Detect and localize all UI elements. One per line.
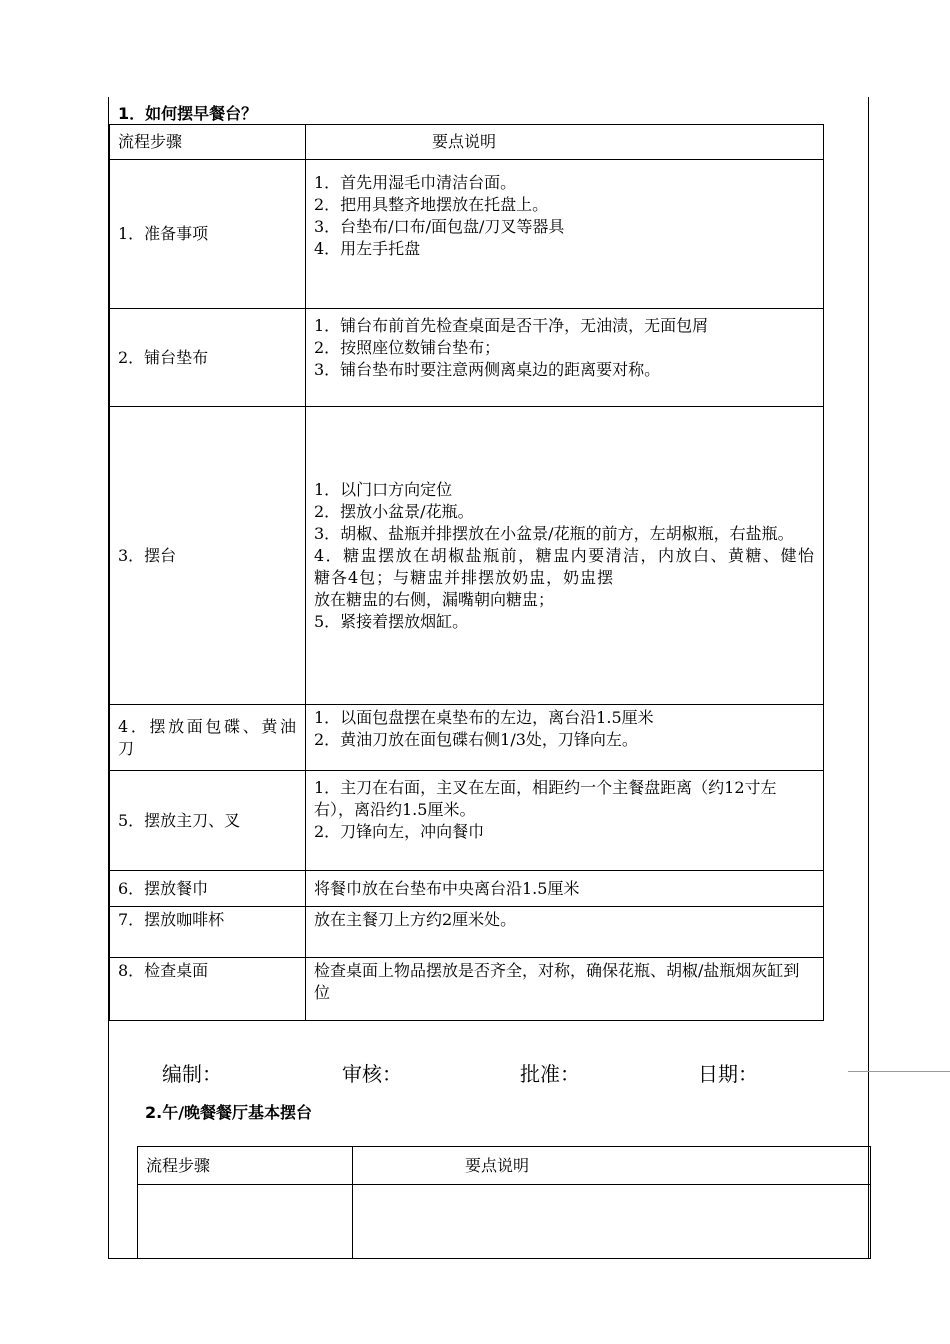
point-line: 5．紧接着摆放烟缸。 [314,611,469,631]
point-line: 1．以面包盘摆在桌垫布的左边，离台沿1.5厘米 [314,708,654,727]
signature-approved: 批准： [520,1062,580,1086]
table-row [110,871,824,907]
points-cell [306,771,824,871]
point-line: 1．主刀在右面，主叉在左面，相距约一个主餐盘距离（约12寸左右），离沿约1.5厘米。 [314,778,777,819]
step-cell: 1．准备事项 [110,160,306,309]
table-row [110,907,824,958]
step-cell: 2．铺台垫布 [110,309,306,407]
point-line: 2．刀锋向左，冲向餐巾 [314,822,485,841]
signature-date: 日期： [698,1062,758,1086]
point-line: 4．糖盅摆放在胡椒盐瓶前，糖盅内要清洁，内放白、黄糖、健怡糖各4包；与糖盅并排摆放奶盅，奶盅摆 [314,545,815,587]
table-row [110,705,824,771]
page-border-right [868,97,869,1259]
points-cell: 检查桌面上物品摆放是否齐全，对称，确保花瓶、胡椒/盐瓶烟灰缸到位 [306,958,824,1021]
points-cell [306,309,824,407]
table-header-row [110,125,824,160]
points-cell: 放在主餐刀上方约2厘米处。 [306,907,824,958]
point-line: 2．黄油刀放在面包碟右侧1/3处，刀锋向左。 [314,730,638,749]
point-line: 1．以门口方向定位 [314,479,453,499]
margin-mark [848,1071,950,1072]
header-points: 要点说明 [353,1147,871,1185]
signature-prepared: 编制： [162,1062,222,1086]
step-cell: 4．摆放面包碟、黄油刀 [110,705,306,771]
points-cell [306,705,824,771]
header-step: 流程步骤 [110,125,306,160]
table-row [138,1185,871,1259]
point-line: 3．台垫布/口布/面包盘/刀叉等器具 [314,217,565,236]
table-row [110,958,824,1021]
point-line: 2．按照座位数铺台垫布； [314,338,501,357]
step-cell: 5．摆放主刀、叉 [110,771,306,871]
table-row [110,771,824,871]
step-cell: 3．摆台 [110,407,306,705]
points-cell [306,160,824,309]
point-line: 1．首先用湿毛巾清洁台面。 [314,173,517,192]
step-cell: 7．摆放咖啡杯 [110,907,306,958]
point-line: 3．铺台垫布时要注意两侧离桌边的距离要对称。 [314,360,661,379]
points-cell [306,407,824,705]
breakfast-setup-table [109,124,824,1021]
section1-title: 1．如何摆早餐台？ [118,104,258,123]
step-cell [138,1185,353,1259]
point-line: 放在糖盅的右侧，漏嘴朝向糖盅； [314,589,555,609]
table-row [110,160,824,309]
section2-title: 2.午/晚餐餐厅基本摆台 [145,1103,313,1122]
point-line: 3．胡椒、盐瓶并排摆放在小盆景/花瓶的前方，左胡椒瓶，右盐瓶。 [314,523,794,543]
header-step: 流程步骤 [138,1147,353,1185]
point-line: 4．用左手托盘 [314,239,421,258]
step-cell: 8．检查桌面 [110,958,306,1021]
lunch-dinner-setup-table [137,1146,871,1259]
points-cell: 将餐巾放在台垫布中央离台沿1.5厘米 [306,871,824,907]
point-line: 2．把用具整齐地摆放在托盘上。 [314,195,549,214]
signature-reviewed: 审核： [342,1062,402,1086]
points-cell [353,1185,871,1259]
point-line: 2．摆放小盆景/花瓶。 [314,501,474,521]
header-points: 要点说明 [306,125,824,160]
point-line: 1．铺台布前首先检查桌面是否干净，无油渍，无面包屑 [314,316,709,335]
table-row [110,407,824,705]
step-cell: 6．摆放餐巾 [110,871,306,907]
table-header-row [138,1147,871,1185]
table-row [110,309,824,407]
